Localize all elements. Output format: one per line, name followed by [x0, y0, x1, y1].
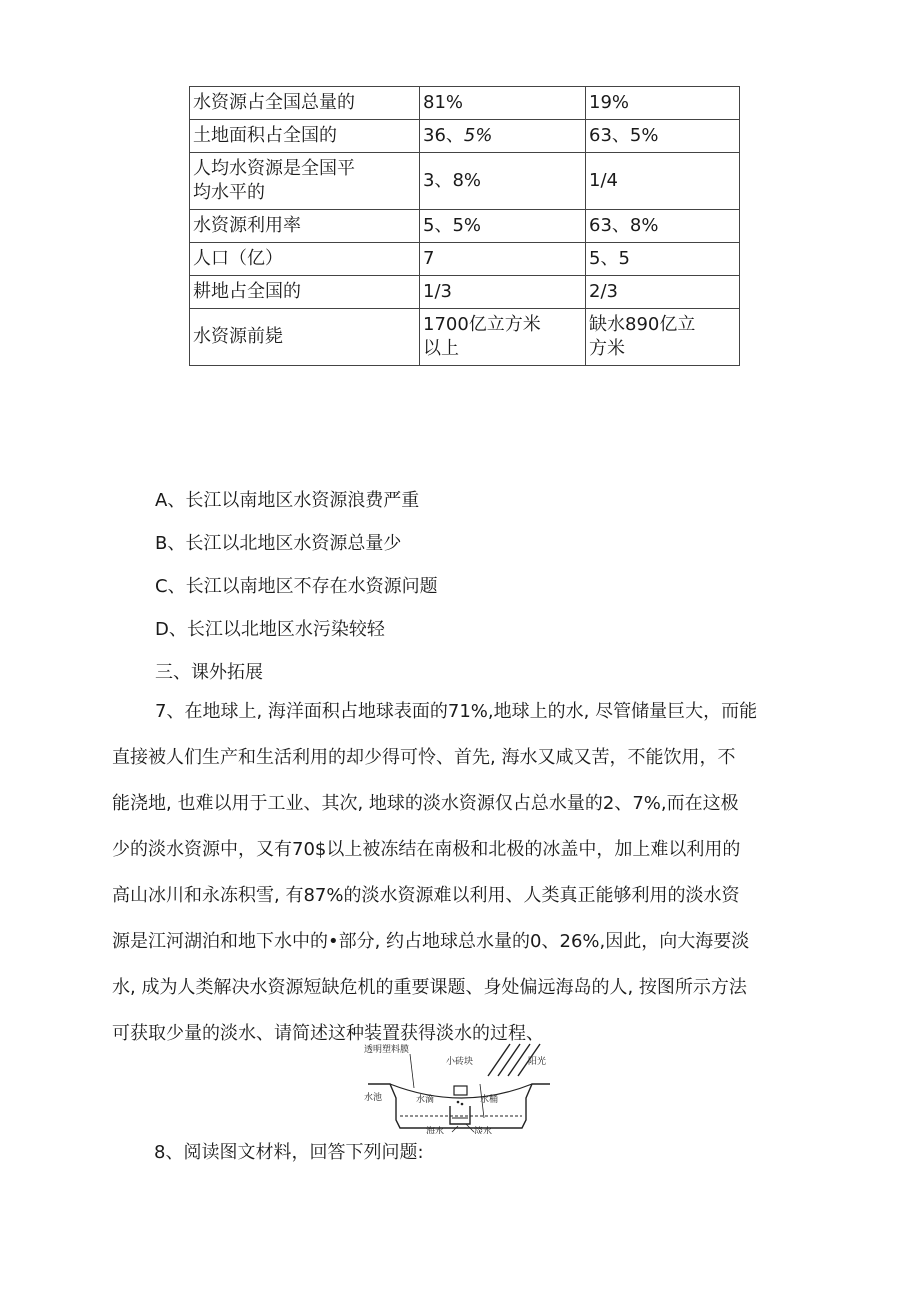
bucket-icon	[450, 1106, 470, 1124]
table-cell: 5、5%	[420, 210, 586, 243]
cell-text: 36、	[423, 125, 464, 146]
table-cell: 水资源前毙	[190, 309, 420, 366]
table-cell: 水资源占全国总量的	[190, 87, 420, 120]
label-fresh: 淡水	[474, 1127, 493, 1134]
cell-line: 均水平的	[193, 182, 265, 203]
paragraph-line: 水, 成为人类解决水资源短缺危机的重要课题、身处偏远海岛的人, 按图所示方法	[112, 977, 747, 998]
table-row	[190, 210, 740, 243]
cell-line: 方米	[589, 338, 625, 359]
question-8: 8、阅读图文材料，回答下列问题:	[154, 1142, 424, 1163]
table-cell: 2/3	[586, 276, 740, 309]
paragraph-line: 能浇地, 也难以用于工业、其次, 地球的淡水资源仅占总水量的2、7%,而在这极	[112, 793, 739, 814]
question-7	[112, 689, 812, 1057]
paragraph-line: 源是江河湖泊和地下水中的•部分, 约占地球总水量的0、26%,因此，向大海要淡	[112, 931, 750, 952]
table-row	[190, 276, 740, 309]
table-cell: 19%	[586, 87, 740, 120]
section-heading: 三、课外拓展	[155, 662, 263, 683]
cell-line: 缺水890亿立	[589, 314, 696, 335]
table-cell: 5、5	[586, 243, 740, 276]
table-cell: 3、8%	[420, 153, 586, 210]
table-cell: 1/4	[586, 153, 740, 210]
option-d: D、长江以北地区水污染较轻	[155, 619, 385, 640]
label-bucket: 水桶	[480, 1095, 499, 1105]
paragraph-line: 少的淡水资源中，又有70$以上被冻结在南极和北极的冰盖中，加上难以利用的	[112, 839, 741, 860]
drop-icon	[457, 1101, 460, 1104]
table-row	[190, 87, 740, 120]
paragraph-line: 可获取少量的淡水、请简述这种装置获得淡水的过程、	[112, 1023, 544, 1044]
label-film: 透明塑料膜	[364, 1045, 410, 1055]
table-cell: 土地面积占全国的	[190, 120, 420, 153]
label-stone: 小砖块	[446, 1057, 474, 1067]
cell-line: 以上	[423, 338, 459, 359]
label-sun: 阳光	[528, 1057, 547, 1067]
table-cell	[586, 309, 740, 366]
solar-still-figure	[362, 1038, 554, 1134]
cell-text: 5%	[463, 125, 493, 146]
table-cell	[420, 309, 586, 366]
paragraph-line: 直接被人们生产和生活利用的却少得可怜、首先, 海水又咸又苦，不能饮用，不	[112, 747, 736, 768]
cell-line: 人均水资源是全国平	[193, 158, 355, 179]
option-b: B、长江以北地区水资源总量少	[155, 533, 402, 554]
table-cell: 水资源利用率	[190, 210, 420, 243]
table-cell: 7	[420, 243, 586, 276]
label-sea: 海水	[426, 1127, 445, 1134]
table-cell	[190, 153, 420, 210]
paragraph-line: 7、在地球上, 海洋面积占地球表面的71%,地球上的水, 尽管储量巨大，而能	[155, 701, 758, 722]
label-pool: 水池	[364, 1093, 383, 1103]
label-drops: 水滴	[416, 1095, 435, 1105]
table-cell: 耕地占全国的	[190, 276, 420, 309]
table-cell: 63、5%	[586, 120, 740, 153]
table-cell: 人口（亿）	[190, 243, 420, 276]
table-row	[190, 309, 740, 366]
option-a: A、长江以南地区水资源浪费严重	[155, 490, 420, 511]
drop-icon	[461, 1103, 464, 1106]
table-row	[190, 120, 740, 153]
paragraph-line: 高山冰川和永冻积雪, 有87%的淡水资源难以利用、人类真正能够利用的淡水资	[112, 885, 740, 906]
option-c: C、长江以南地区不存在水资源问题	[155, 576, 438, 597]
table-row	[190, 153, 740, 210]
water-resource-table	[189, 86, 740, 366]
table-row	[190, 243, 740, 276]
table-cell: 63、8%	[586, 210, 740, 243]
cell-line: 1700亿立方米	[423, 314, 541, 335]
stone-icon	[454, 1086, 467, 1095]
table-cell: 81%	[420, 87, 586, 120]
table-cell	[420, 120, 586, 153]
table-cell: 1/3	[420, 276, 586, 309]
solar-still-diagram	[362, 1038, 554, 1134]
